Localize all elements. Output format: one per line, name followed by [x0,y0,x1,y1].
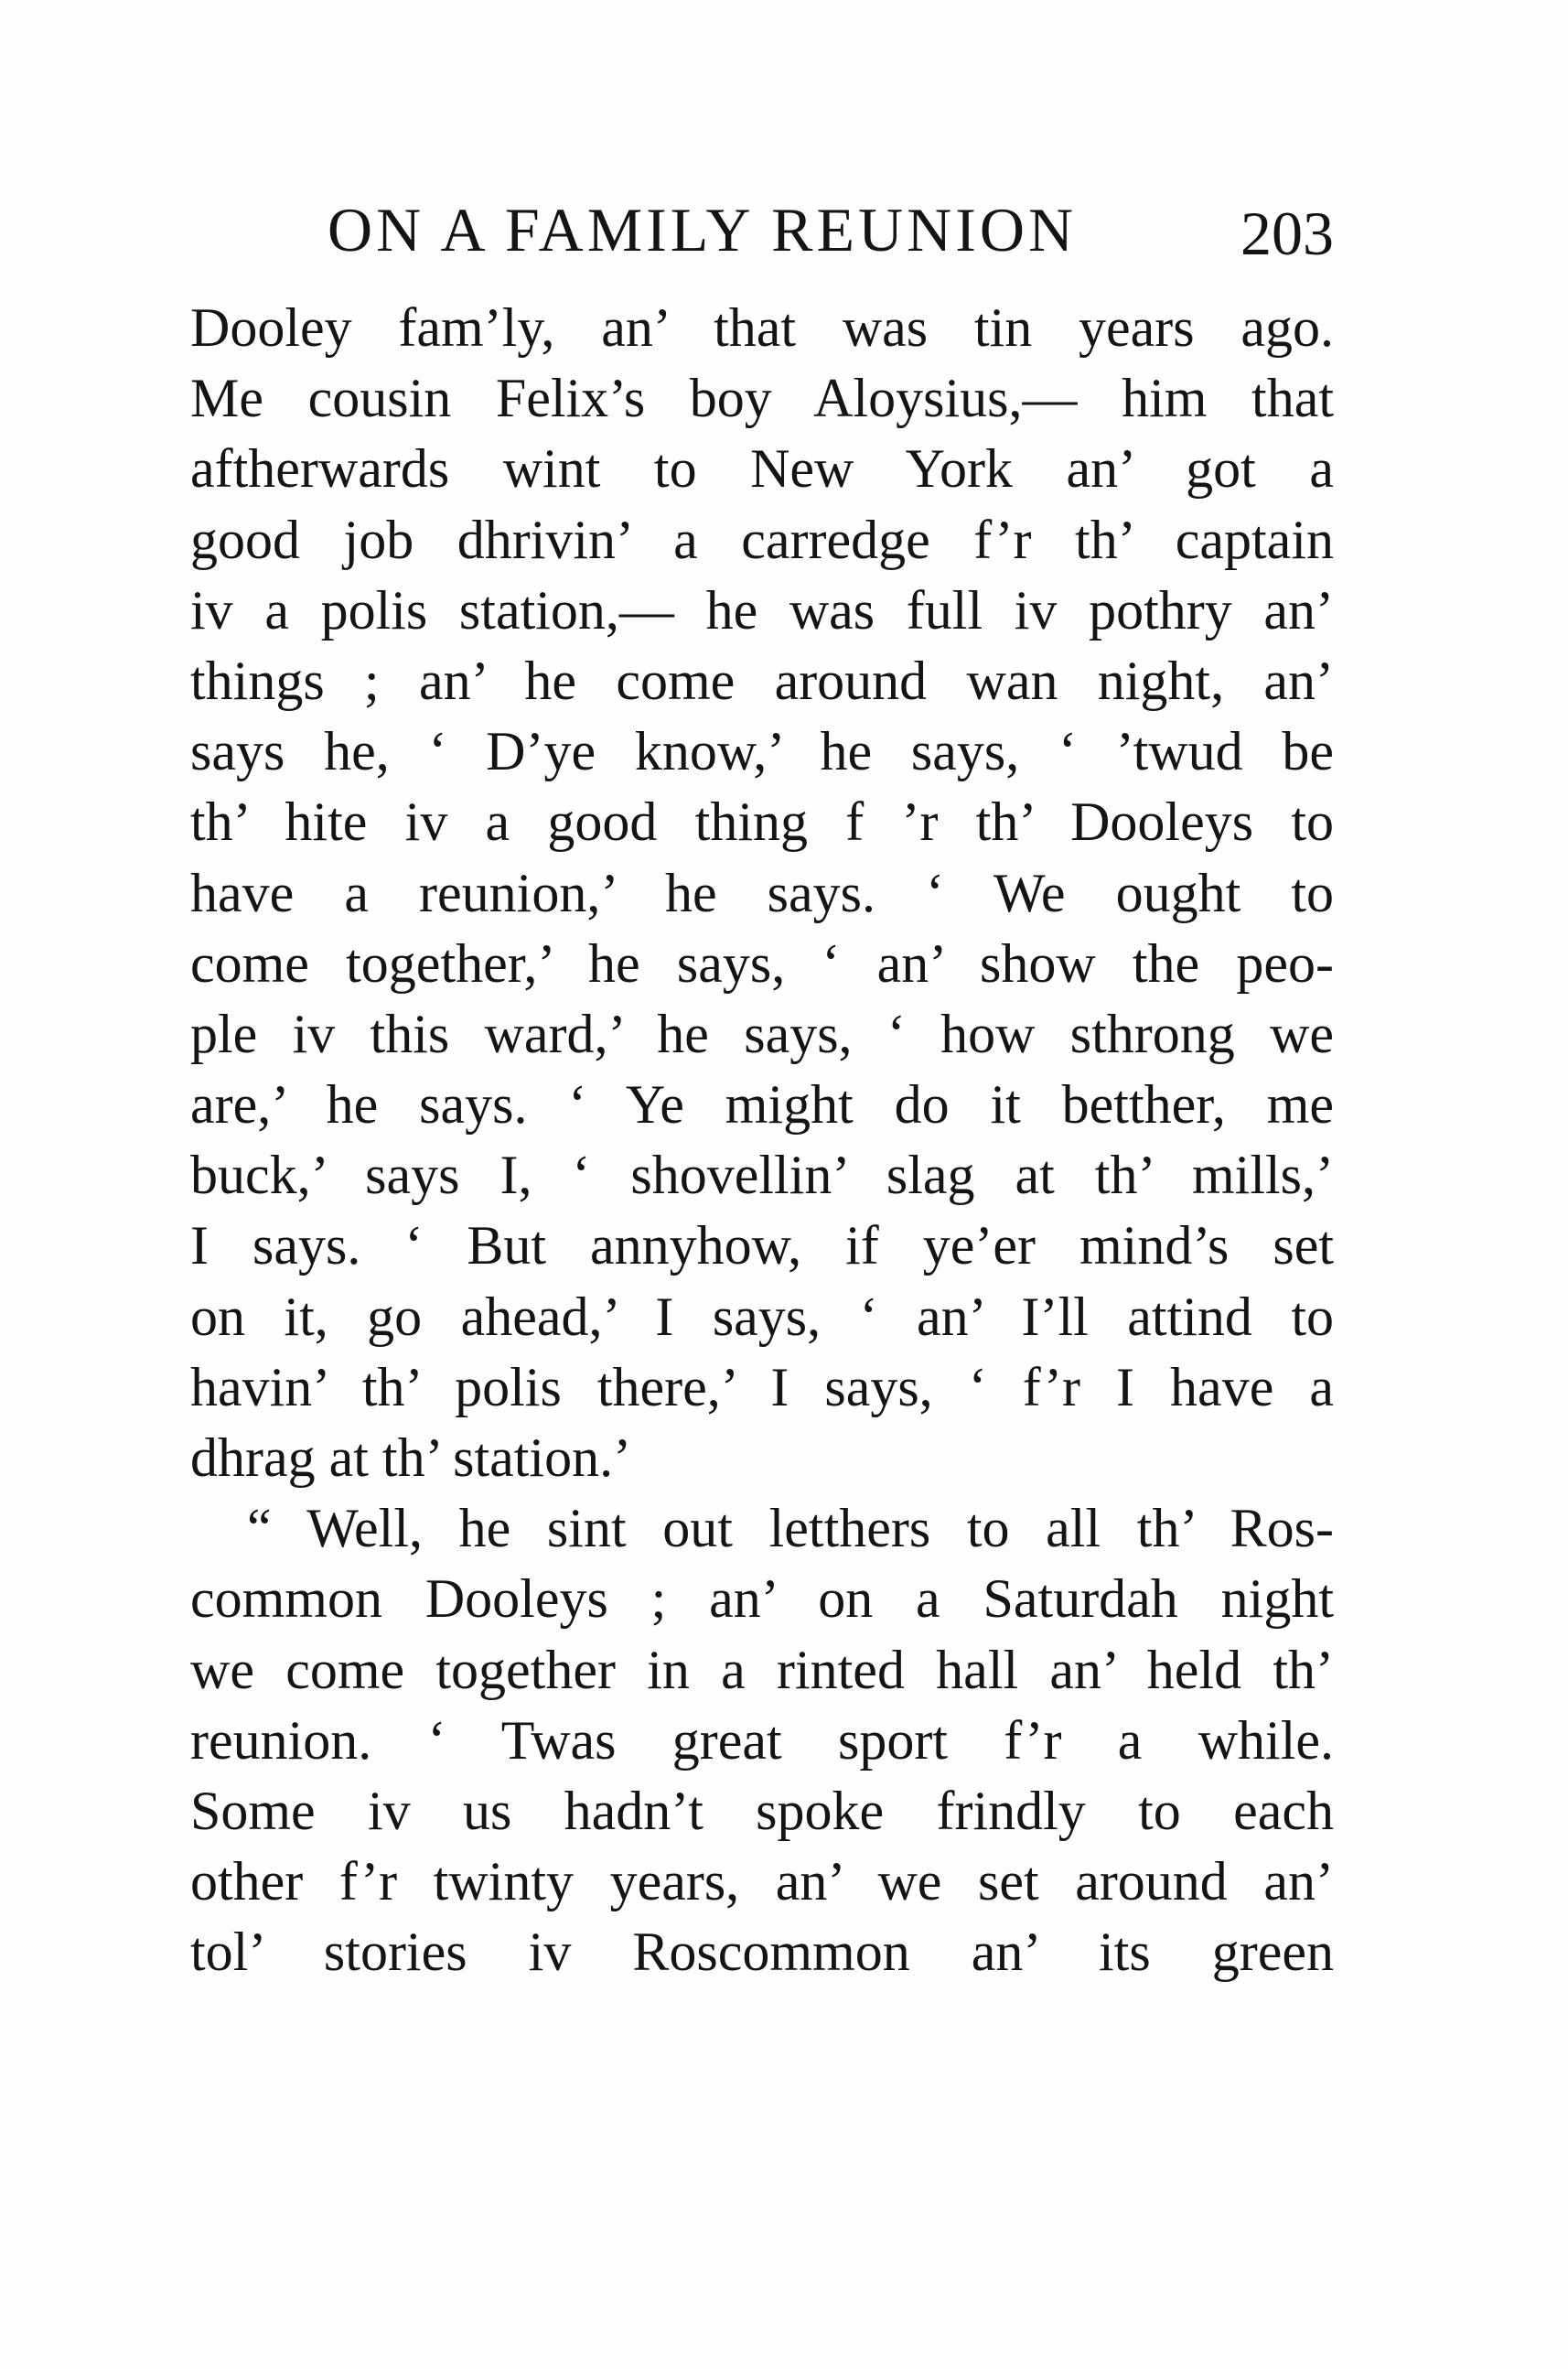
text-line: things ; an’ he come around wan night, an’ [190,650,1334,711]
text-line: I says. ‘ But annyhow, if ye’er mind’s set [190,1215,1334,1276]
page-number: 203 [1240,199,1334,268]
text-line: have a reunion,’ he says. ‘ We ought to [190,862,1334,923]
text-line: havin’ th’ polis there,’ I says, ‘ f’r I have a [190,1356,1334,1417]
text-line: th’ hite iv a good thing f ’r th’ Dooleys to [190,791,1334,853]
text-line: iv a polis station,— he was full iv pothry an’ [190,579,1334,641]
text-line: Me cousin Felix’s boy Aloysius,— him that [190,368,1334,429]
paragraph-end-line: dhrag at th’ station.’ [190,1427,632,1488]
text-line: other f’r twinty years, an’ we set around an’ [190,1851,1334,1912]
text-line: aftherwards wint to New York an’ got a [190,438,1334,500]
text-line: says he, ‘ D’ye know,’ he says, ‘ ’twud be [190,721,1334,782]
text-line: tol’ stories iv Roscommon an’ its green [190,1922,1334,1983]
text-line: reunion. ‘ Twas great sport f’r a while. [190,1709,1334,1771]
text-line: we come together in a rinted hall an’ held th’ [190,1639,1334,1700]
text-line: Dooley fam’ly, an’ that was tin years ago. [190,297,1334,358]
text-line: are,’ he says. ‘ Ye might do it betther, me [190,1074,1334,1136]
text-line: good job dhrivin’ a carredge f’r th’ captain [190,509,1334,570]
paragraph-start-line: “ Well, he sint out letthers to all th’ Ros- [247,1498,1334,1559]
body-text [190,293,1334,1988]
text-line: ple iv this ward,’ he says, ‘ how sthrong we [190,1003,1334,1064]
text-line: come together,’ he says, ‘ an’ show the peo- [190,932,1334,994]
text-line: on it, go ahead,’ I says, ‘ an’ I’ll attind to [190,1286,1334,1347]
text-line: buck,’ says I, ‘ shovellin’ slag at th’ mills,’ [190,1145,1334,1206]
chapter-title: ON A FAMILY REUNION [328,195,1078,264]
text-line: Some iv us hadn’t spoke frindly to each [190,1780,1334,1841]
running-head [328,194,1334,267]
text-line: common Dooleys ; an’ on a Saturdah night [190,1568,1334,1630]
